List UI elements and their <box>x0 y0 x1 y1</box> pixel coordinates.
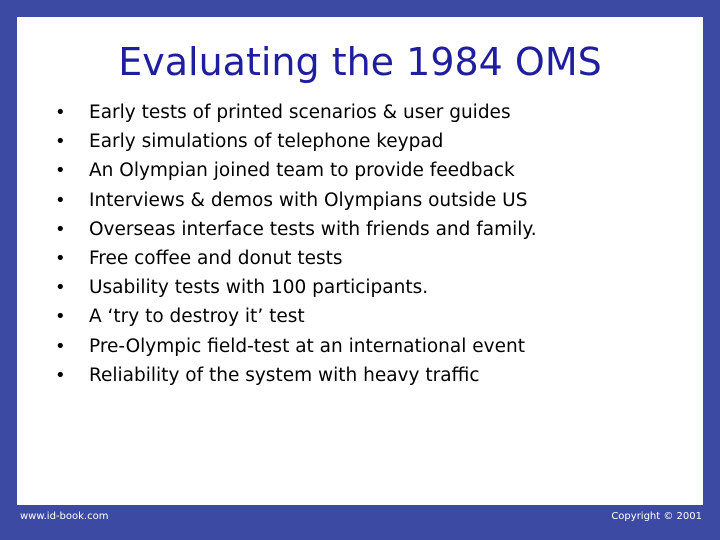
bullet-dot: • <box>55 131 66 153</box>
bullet-text: Reliability of the system with heavy traffic <box>89 364 480 386</box>
bullet-text: An Olympian joined team to provide feedback <box>89 160 515 182</box>
bullet-dot: • <box>55 364 66 386</box>
bullet-text: Free coffee and donut tests <box>89 247 343 269</box>
bullet-dot: • <box>55 335 66 357</box>
bullet-text: Interviews & demos with Olympians outside US <box>89 189 528 211</box>
bullet-text: Usability tests with 100 participants. <box>89 277 429 299</box>
footer-copyright: Copyright © 2001 <box>611 511 702 522</box>
slide-title: Evaluating the 1984 OMS <box>118 40 602 84</box>
bullet-dot: • <box>55 247 66 269</box>
bullet-dot: • <box>55 160 66 182</box>
footer-website: www.id-book.com <box>20 511 109 522</box>
bullet-text: A ‘try to destroy it’ test <box>89 306 305 328</box>
bullet-dot: • <box>55 189 66 211</box>
bullet-text: Early simulations of telephone keypad <box>89 131 444 153</box>
bullet-text: Early tests of printed scenarios & user guides <box>89 102 511 123</box>
bullet-dot: • <box>55 306 66 328</box>
bullet-text: Pre-Olympic field-test at an international event <box>89 335 525 357</box>
bullet-text: Overseas interface tests with friends and family. <box>89 218 537 240</box>
bullet-dot: • <box>55 277 66 299</box>
bullet-dot: • <box>55 218 66 240</box>
slide-content-panel <box>17 17 703 505</box>
bullet-dot: • <box>55 102 66 123</box>
